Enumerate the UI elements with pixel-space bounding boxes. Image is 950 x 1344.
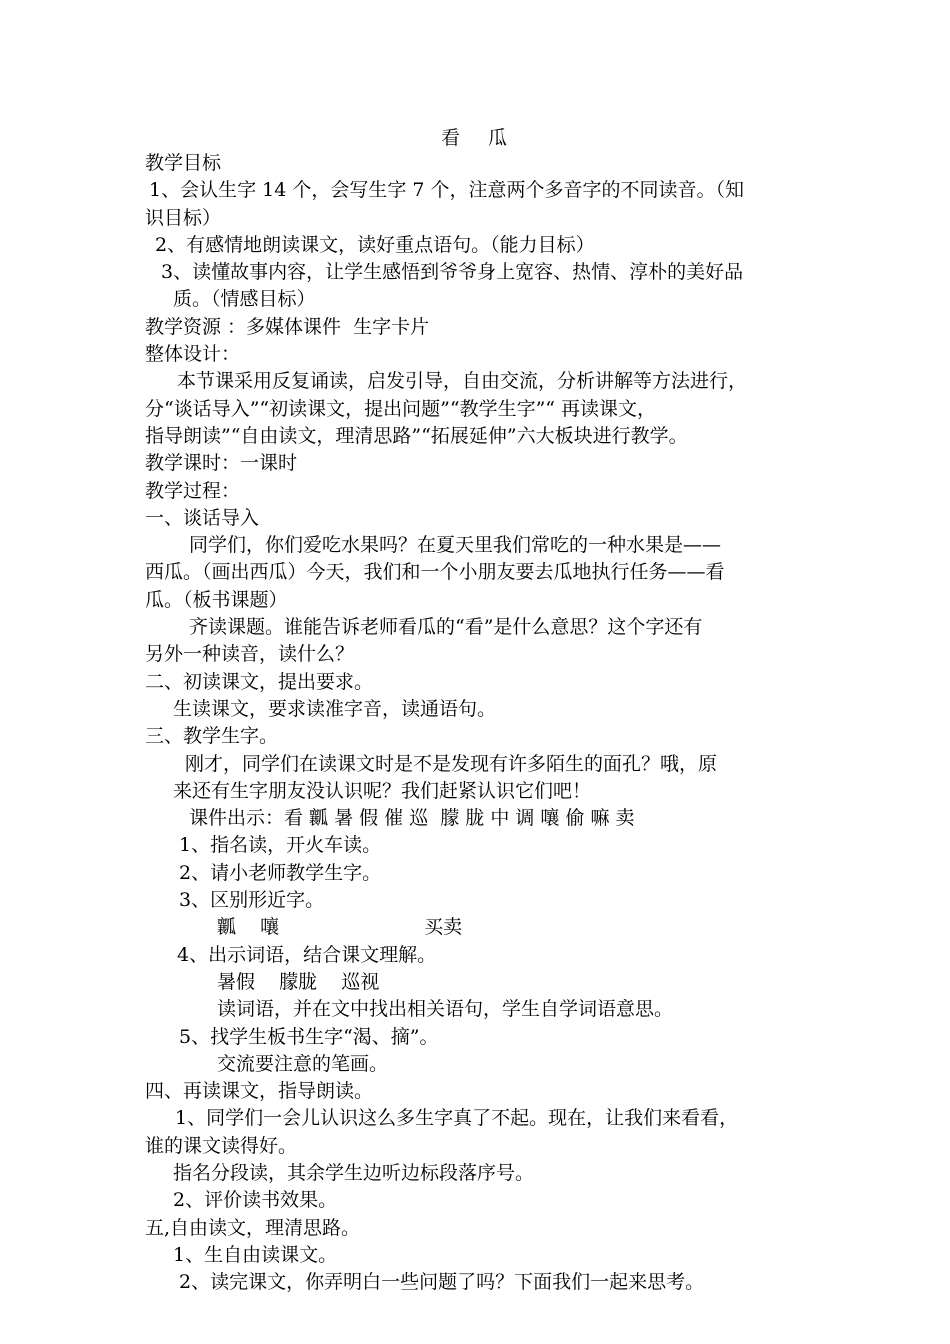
text-line: 二、初读课文，提出要求。	[145, 670, 374, 693]
text-line: 教学资源 ：多媒体课件 生字卡片	[145, 315, 430, 338]
text-line: 1、同学们一会儿认识这么多生字真了不起。现在，让我们来看看，	[175, 1107, 739, 1130]
text-line: 1、指名读，开火车读。	[179, 834, 382, 857]
text-line: 指导朗读”“自由读文，理清思路”“拓展延伸”六大板块进行教学。	[145, 424, 688, 447]
text-line: 1、会认生字 14 个，会写生字 7 个，注意两个多音字的不同读音。（知	[149, 179, 745, 202]
text-line: 读词语，并在文中找出相关语句，学生自学词语意思。	[217, 998, 674, 1021]
text-line: 2、读完课文，你弄明白一些问题了吗？下面我们一起来思考。	[179, 1271, 705, 1294]
text-line: 同学们，你们爱吃水果吗？在夏天里我们常吃的一种水果是——	[189, 534, 722, 557]
text-line: 刚才，同学们在读课文时是不是发现有许多陌生的面孔？哦，原	[185, 752, 718, 775]
text-line: 整体设计：	[145, 343, 241, 366]
text-line: 另外一种读音，读什么？	[145, 643, 355, 666]
text-line: 3、读懂故事内容，让学生感悟到爷爷身上宽容、热情、淳朴的美好品	[161, 261, 744, 284]
text-line: 2、有感情地朗读课文，读好重点语句。（能力目标）	[155, 233, 595, 256]
text-line: 4、出示词语，结合课文理解。	[177, 943, 437, 966]
text-line: 教学目标	[145, 152, 222, 174]
text-line: 2、请小老师教学生字。	[179, 861, 382, 884]
text-line: 识目标）	[145, 206, 222, 229]
text-line: 教学课时：一课时	[145, 452, 298, 475]
text-line: 2、评价读书效果。	[173, 1189, 338, 1212]
text-line: 瓜。（板书课题）	[145, 588, 288, 611]
text-line: 谁的课文读得好。	[145, 1134, 298, 1157]
text-line: 1、生自由读课文。	[173, 1243, 338, 1266]
lesson-plan-body	[145, 150, 825, 1296]
text-line: 3、区别形近字。	[179, 889, 325, 912]
title-char-1: 看	[440, 127, 462, 149]
text-line: 交流要注意的笔画。	[217, 1052, 389, 1075]
text-line: 五,自由读文，理清思路。	[145, 1216, 361, 1239]
text-line: 西瓜。（画出西瓜）今天，我们和一个小朋友要去瓜地执行任务——看	[145, 561, 725, 584]
page-title	[0, 124, 950, 152]
text-line: 分“谈话导入”“初读课文，提出问题”“教学生字”“ 再读课文，	[145, 397, 657, 420]
text-line: 生读课文，要求读准字音，读通语句。	[173, 697, 497, 720]
text-line: 质。（情感目标）	[173, 288, 316, 311]
text-line: 本节课采用反复诵读，启发引导，自由交流，分析讲解等方法进行，	[177, 370, 748, 393]
text-line: 齐读课题。谁能告诉老师看瓜的“看”是什么意思？这个字还有	[189, 616, 703, 639]
text-line: 四、再读课文，指导朗读。	[145, 1080, 374, 1103]
text-line: 指名分段读，其余学生边听边标段落序号。	[173, 1161, 535, 1184]
text-line: 5、找学生板书生字“渴、摘”。	[179, 1025, 439, 1048]
text-line: 三、教学生字。	[145, 725, 279, 748]
text-line: 教学过程：	[145, 479, 241, 502]
text-line: 暑假 朦胧 巡视	[217, 970, 380, 993]
text-line: 来还有生字朋友没认识呢？我们赶紧认识它们吧！	[173, 779, 592, 802]
title-char-2: 瓜	[488, 127, 510, 149]
text-line: 课件出示：看 瓤 暑 假 催 巡 朦 胧 中 调 嚷 偷 嘛 卖	[189, 807, 635, 830]
text-line: 瓤 嚷 买卖	[217, 916, 463, 939]
text-line: 一、谈话导入	[145, 506, 260, 529]
